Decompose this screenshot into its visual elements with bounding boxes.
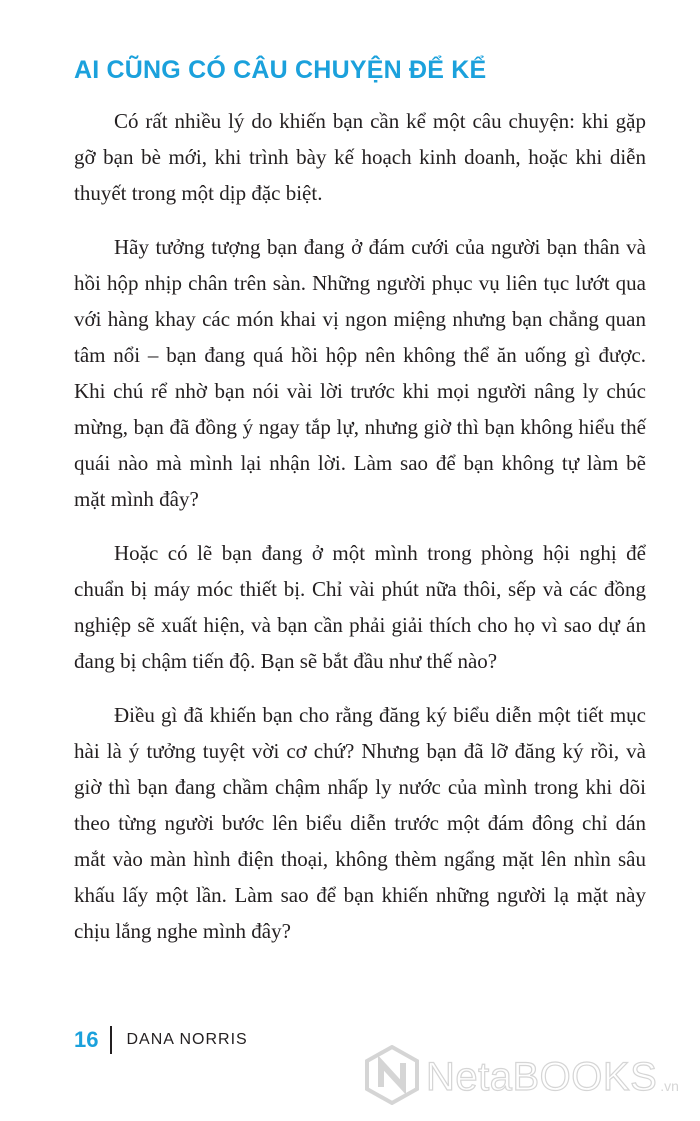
author-name: DANA NORRIS: [126, 1031, 248, 1048]
netabooks-logo-icon: [364, 1045, 420, 1110]
paragraph-1: Có rất nhiều lý do khiến bạn cần kể một câu chuyện: khi gặp gỡ bạn bè mới, khi trình bày kế hoạch kinh doanh, hoặc khi diễn thuyết trong một dịp đặc biệt.: [74, 109, 646, 205]
chapter-title: AI CŨNG CÓ CÂU CHUYỆN ĐỂ KỂ: [74, 56, 487, 84]
footer-divider: [110, 1026, 112, 1054]
paragraph-4: Điều gì đã khiến bạn cho rằng đăng ký biểu diễn một tiết mục hài là ý tưởng tuyệt vời cơ chứ? Nhưng bạn đã lỡ đăng ký rồi, và giờ thì bạn đang chầm chậm nhấp ly nước của mình trong khi dõi theo từng người bước lên biểu diễn trước một đám đông chỉ dán mắt vào màn hình điện thoại, không thèm ngẩng mặt lên nhìn sâu khấu lấy một lần. Làm sao để bạn khiến những người lạ mặt này chịu lắng nghe mình đây?: [74, 703, 646, 943]
page-number: 16: [74, 1027, 99, 1052]
paragraph-3: Hoặc có lẽ bạn đang ở một mình trong phòng hội nghị để chuẩn bị máy móc thiết bị. Chỉ vài phút nữa thôi, sếp và các đồng nghiệp sẽ xuất hiện, và bạn cần phải giải thích cho họ vì sao dự án đang bị chậm tiến độ. Bạn sẽ bắt đầu như thế nào?: [74, 541, 646, 673]
watermark-brand: NetaBOOKS: [426, 1054, 658, 1099]
watermark: [364, 1046, 679, 1108]
body-text: [74, 103, 646, 967]
page-footer: [74, 1022, 248, 1058]
paragraph-2: Hãy tưởng tượng bạn đang ở đám cưới của người bạn thân và hồi hộp nhịp chân trên sàn. Những người phục vụ liên tục lướt qua với hàng khay các món khai vị ngon miệng nhưng bạn chẳng quan tâm nổi – bạn đang quá hồi hộp nên không thể ăn uống gì được. Khi chú rể nhờ bạn nói vài lời trước khi mọi người nâng ly chúc mừng, bạn đã đồng ý ngay tắp lự, nhưng giờ thì bạn không hiểu thế quái nào mà mình lại nhận lời. Làm sao để bạn không tự làm bẽ mặt mình đây?: [74, 235, 646, 511]
watermark-suffix: .vn: [660, 1078, 679, 1094]
